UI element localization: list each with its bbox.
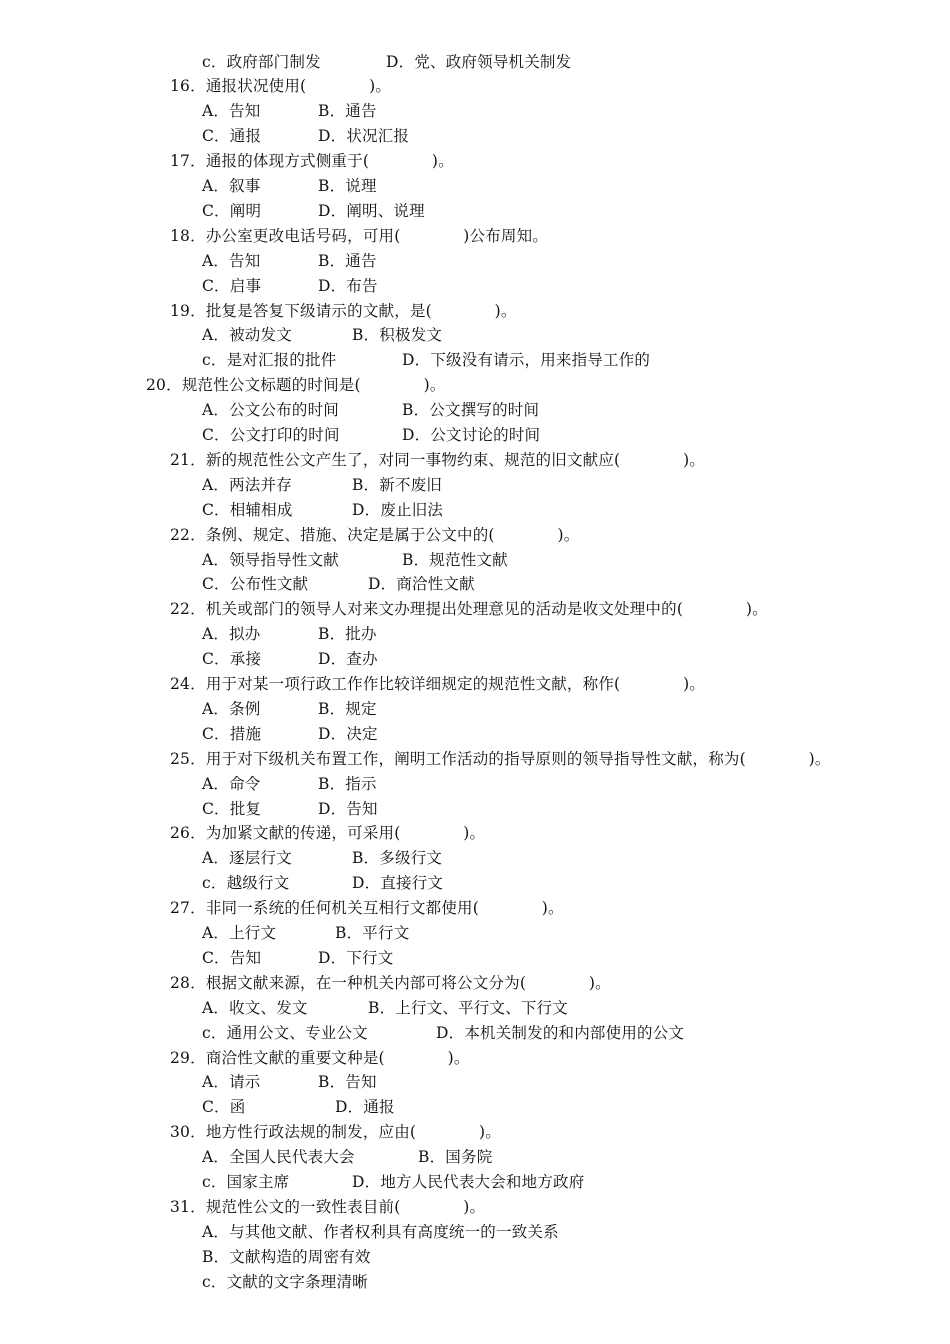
option-b-text: D．阐明、说理 — [318, 201, 425, 220]
question-line — [0, 149, 950, 174]
question-text: 20．规范性公文标题的时间是( )。 — [146, 376, 446, 395]
option-b-text: B．公文撰写的时间 — [402, 401, 540, 420]
option-line — [0, 99, 950, 124]
option-a-text: C．阐明 — [202, 201, 262, 220]
question-text: 22．机关或部门的领导人对来文办理提出处理意见的活动是收文处理中的( )。 — [170, 600, 768, 619]
question-text: 22．条例、规定、措施、决定是属于公文中的( )。 — [170, 525, 580, 544]
question-line — [0, 1120, 950, 1145]
option-b-text: D．商洽性文献 — [368, 575, 475, 594]
option-a-text: A．领导指导性文献 — [202, 550, 339, 569]
question-text: 29．商洽性文献的重要文种是( )。 — [170, 1048, 470, 1067]
option-a-text: A．上行文 — [202, 924, 277, 942]
question-line — [0, 971, 950, 996]
option-b-text: D．公文讨论的时间 — [402, 426, 541, 444]
question-text: 16．通报状况使用( )。 — [170, 77, 392, 96]
option-a-text: C．措施 — [202, 724, 262, 743]
option-line — [0, 797, 950, 822]
option-a-text: A．被动发文 — [202, 326, 292, 345]
option-line — [0, 921, 950, 946]
option-line — [0, 274, 950, 299]
option-a-text: A．两法并存 — [202, 475, 292, 494]
option-line — [0, 498, 950, 523]
question-line — [0, 373, 950, 398]
option-b-text: D．查办 — [318, 650, 378, 669]
question-line — [0, 821, 950, 846]
option-b-text: B．新不废旧 — [352, 475, 443, 494]
option-a-text: C．批复 — [202, 799, 262, 818]
option-line — [0, 846, 950, 871]
question-line — [0, 896, 950, 921]
option-a-text: c．国家主席 — [202, 1173, 290, 1191]
question-text: 31．规范性公文的一致性表目前( )。 — [170, 1197, 486, 1216]
option-a-text: C．承接 — [202, 650, 262, 669]
option-a-text: C．通报 — [202, 127, 262, 146]
option-a-text: C．公布性文献 — [202, 575, 309, 594]
option-line — [0, 50, 950, 75]
option-line — [0, 622, 950, 647]
option-a-text: C．相辅相成 — [202, 500, 293, 519]
option-b-text: D．废止旧法 — [352, 500, 444, 519]
question-line — [0, 523, 950, 548]
option-line — [0, 249, 950, 274]
option-a-text: A．条例 — [202, 699, 261, 718]
option-a-text: B．文献构造的周密有效 — [202, 1247, 371, 1266]
option-a-text: A．全国人民代表大会 — [202, 1148, 355, 1167]
option-line — [0, 871, 950, 896]
option-a-text: A．告知 — [202, 102, 261, 121]
option-line — [0, 1021, 950, 1046]
question-line — [0, 224, 950, 249]
option-b-text: D．直接行文 — [352, 874, 444, 893]
option-b-text: B．告知 — [318, 1073, 377, 1092]
question-line — [0, 74, 950, 99]
option-line — [0, 348, 950, 373]
option-line — [0, 996, 950, 1021]
question-line — [0, 299, 950, 324]
option-b-text: D．状况汇报 — [318, 127, 410, 146]
option-a-text: c．越级行文 — [202, 874, 290, 893]
question-line — [0, 597, 950, 622]
question-line — [0, 1195, 950, 1220]
option-b-text: B．规定 — [318, 699, 377, 718]
option-b-text: B．说理 — [318, 177, 377, 195]
option-a-text: A．拟办 — [202, 625, 261, 644]
option-b-text: D．党、政府领导机关制发 — [386, 52, 572, 71]
option-a-text: c．是对汇报的批件 — [202, 351, 337, 370]
option-b-text: B．多级行文 — [352, 849, 443, 868]
option-line — [0, 1245, 950, 1270]
option-b-text: D．布告 — [318, 276, 378, 295]
option-line — [0, 722, 950, 747]
option-line — [0, 199, 950, 224]
option-line — [0, 1145, 950, 1170]
option-line — [0, 1095, 950, 1120]
question-text: 26．为加紧文献的传递，可采用( )。 — [170, 824, 486, 843]
option-line — [0, 697, 950, 722]
question-text: 18．办公室更改电话号码，可用( )公布周知。 — [170, 226, 549, 245]
option-line — [0, 548, 950, 573]
question-text: 17．通报的体现方式侧重于( )。 — [170, 152, 454, 171]
option-a-text: C．公文打印的时间 — [202, 426, 340, 444]
option-b-text: D．下级没有请示，用来指导工作的 — [402, 351, 651, 370]
option-line — [0, 1220, 950, 1245]
option-a-text: A．与其他文献、作者权利具有高度统一的一致关系 — [202, 1222, 559, 1241]
option-a-text: A．告知 — [202, 251, 261, 270]
question-text: 27．非同一系统的任何机关互相行文都使用( )。 — [170, 899, 564, 918]
option-b-text: D．通报 — [335, 1098, 395, 1117]
option-a-text: c．政府部门制发 — [202, 52, 321, 71]
option-b-text: B．国务院 — [418, 1148, 493, 1167]
question-line — [0, 1046, 950, 1071]
question-text: 24．用于对某一项行政工作作比较详细规定的规范性文献，称作( )。 — [170, 675, 706, 693]
option-a-text: A．公文公布的时间 — [202, 401, 339, 420]
option-b-text: B．批办 — [318, 625, 377, 644]
option-a-text: A．收文、发文 — [202, 998, 308, 1017]
option-line — [0, 174, 950, 199]
option-b-text: B．通告 — [318, 102, 377, 121]
option-a-text: C．启事 — [202, 276, 262, 295]
option-a-text: C．告知 — [202, 948, 262, 967]
option-b-text: B．指示 — [318, 774, 377, 793]
option-b-text: D．本机关制发的和内部使用的公文 — [436, 1023, 685, 1042]
option-a-text: c．文献的文字条理清晰 — [202, 1272, 368, 1291]
option-b-text: D．地方人民代表大会和地方政府 — [352, 1173, 585, 1191]
question-line — [0, 672, 950, 697]
option-a-text: A．叙事 — [202, 177, 261, 195]
option-line — [0, 398, 950, 423]
option-b-text: D．决定 — [318, 724, 378, 743]
option-line — [0, 473, 950, 498]
option-line — [0, 772, 950, 797]
option-b-text: D．告知 — [318, 799, 378, 818]
option-line — [0, 323, 950, 348]
option-a-text: c．通用公文、专业公文 — [202, 1023, 368, 1042]
option-b-text: D．下行文 — [318, 948, 394, 967]
option-line — [0, 572, 950, 597]
question-text: 25．用于对下级机关布置工作，阐明工作活动的指导原则的领导指导性文献，称为( )。 — [170, 749, 831, 768]
option-b-text: B．规范性文献 — [402, 550, 508, 569]
question-line — [0, 448, 950, 473]
option-line — [0, 124, 950, 149]
question-text: 19．批复是答复下级请示的文献，是( )。 — [170, 301, 517, 320]
option-a-text: C．函 — [202, 1098, 246, 1117]
option-line — [0, 647, 950, 672]
question-text: 21．新的规范性公文产生了，对同一事物约束、规范的旧文献应( )。 — [170, 450, 706, 469]
option-line — [0, 423, 950, 448]
option-b-text: B．积极发文 — [352, 326, 443, 345]
option-line — [0, 1070, 950, 1095]
option-line — [0, 1170, 950, 1195]
option-a-text: A．请示 — [202, 1073, 261, 1092]
question-text: 28．根据文献来源，在一种机关内部可将公文分为( )。 — [170, 973, 611, 992]
option-b-text: B．平行文 — [335, 924, 410, 942]
option-a-text: A．命令 — [202, 774, 261, 793]
option-b-text: B．通告 — [318, 251, 377, 270]
option-a-text: A．逐层行文 — [202, 849, 292, 868]
option-b-text: B．上行文、平行文、下行文 — [368, 998, 568, 1017]
question-text: 30．地方性行政法规的制发，应由( )。 — [170, 1123, 501, 1142]
question-line — [0, 747, 950, 772]
option-line — [0, 946, 950, 971]
option-line — [0, 1270, 950, 1295]
